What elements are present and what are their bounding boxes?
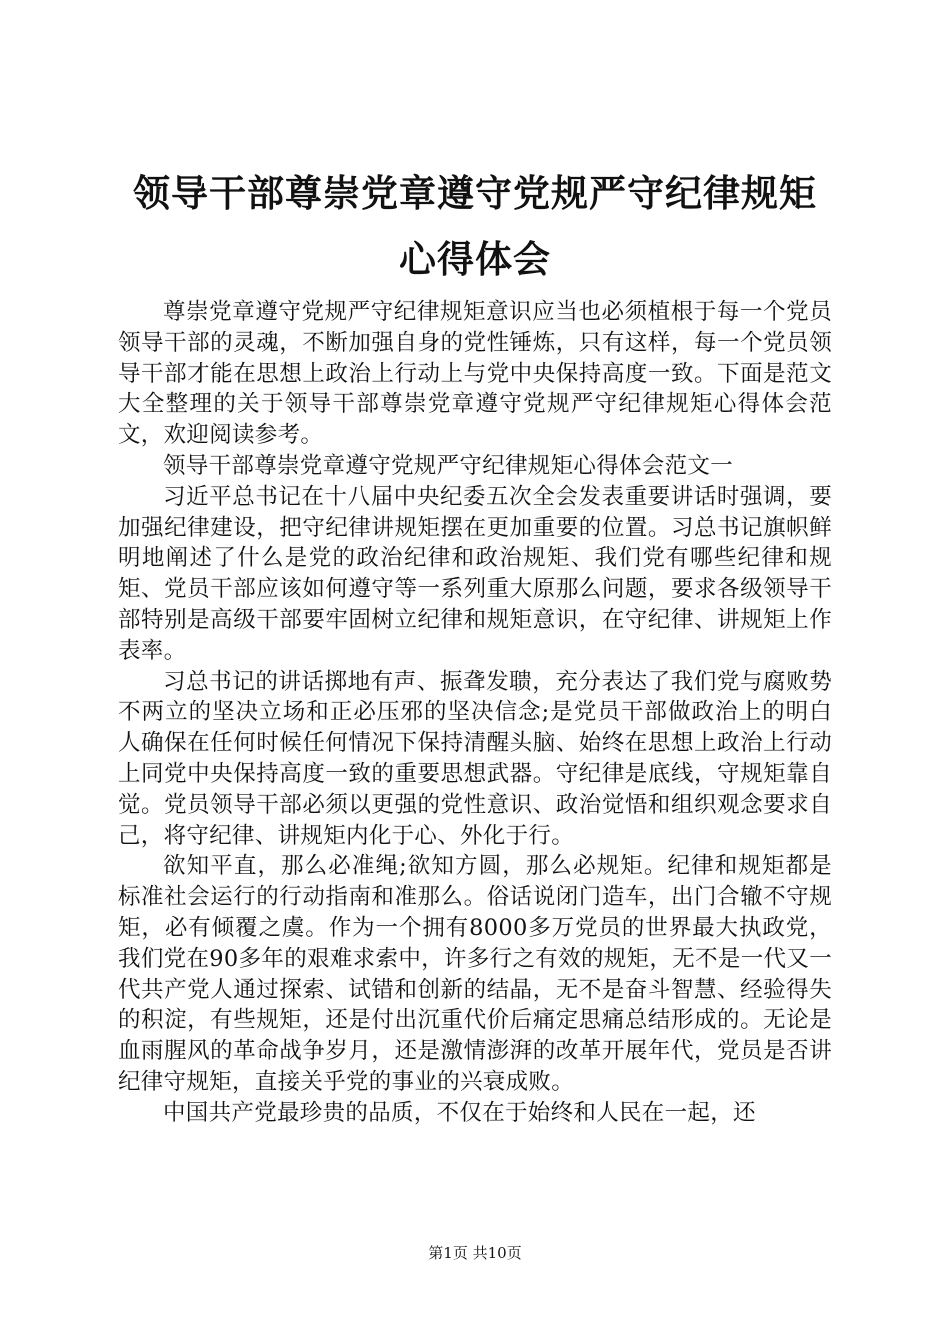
paragraph-intro: 尊崇党章遵守党规严守纪律规矩意识应当也必须植根于每一个党员领导干部的灵魂，不断加强自身的党性锤炼，只有这样，每一个党员领导干部才能在思想上政治上行动上与党中央保持高度一致。下面是范文大全整理的关于领导干部尊崇党章遵守党规严守纪律规矩心得体会范文，欢迎阅读参考。 bbox=[118, 299, 832, 449]
section-heading: 领导干部尊崇党章遵守党规严守纪律规矩心得体会范文一 bbox=[163, 452, 734, 479]
page-number-footer: 第1页 共10页 bbox=[428, 1244, 522, 1262]
paragraph: 欲知平直，那么必准绳;欲知方圆，那么必规矩。纪律和规矩都是标准社会运行的行动指南和准那么。俗话说闭门造车，出门合辙不守规矩，必有倾覆之虞。作为一个拥有8000多万党员的世界最大执政党，我们党在90多年的艰难求索中，许多行之有效的规矩，无不是一代又一代共产党人通过探索、试错和创新的结晶，无不是奋斗智慧、经验得失的积淀，有些规矩，还是付出沉重代价后痛定思痛总结形成的。无论是血雨腥风的革命战争岁月，还是激情澎湃的改革开展年代，党员是否讲纪律守规矩，直接关乎党的事业的兴衰成败。 bbox=[118, 853, 832, 1095]
paragraph: 习总书记的讲话掷地有声、振聋发聩，充分表达了我们党与腐败势不两立的坚决立场和正必压邪的坚决信念;是党员干部做政治上的明白人确保在任何时候任何情况下保持清醒头脑、始终在思想上政治上行动上同党中央保持高度一致的重要思想武器。守纪律是底线，守规矩靠自觉。党员领导干部必须以更强的党性意识、政治觉悟和组织观念要求自己，将守纪律、讲规矩内化于心、外化于行。 bbox=[118, 668, 832, 849]
paragraph: 习近平总书记在十八届中央纪委五次全会发表重要讲话时强调，要加强纪律建设，把守纪律讲规矩摆在更加重要的位置。习总书记旗帜鲜明地阐述了什么是党的政治纪律和政治规矩、我们党有哪些纪律和规矩、党员干部应该如何遵守等一系列重大原那么问题，要求各级领导干部特别是高级干部要牢固树立纪律和规矩意识，在守纪律、讲规矩上作表率。 bbox=[118, 483, 832, 664]
document-body bbox=[118, 297, 832, 1129]
page-title: 领导干部尊崇党章遵守党规严守纪律规矩心得体会 bbox=[133, 171, 817, 281]
paragraph: 中国共产党最珍贵的品质，不仅在于始终和人民在一起，还 bbox=[163, 1099, 756, 1126]
